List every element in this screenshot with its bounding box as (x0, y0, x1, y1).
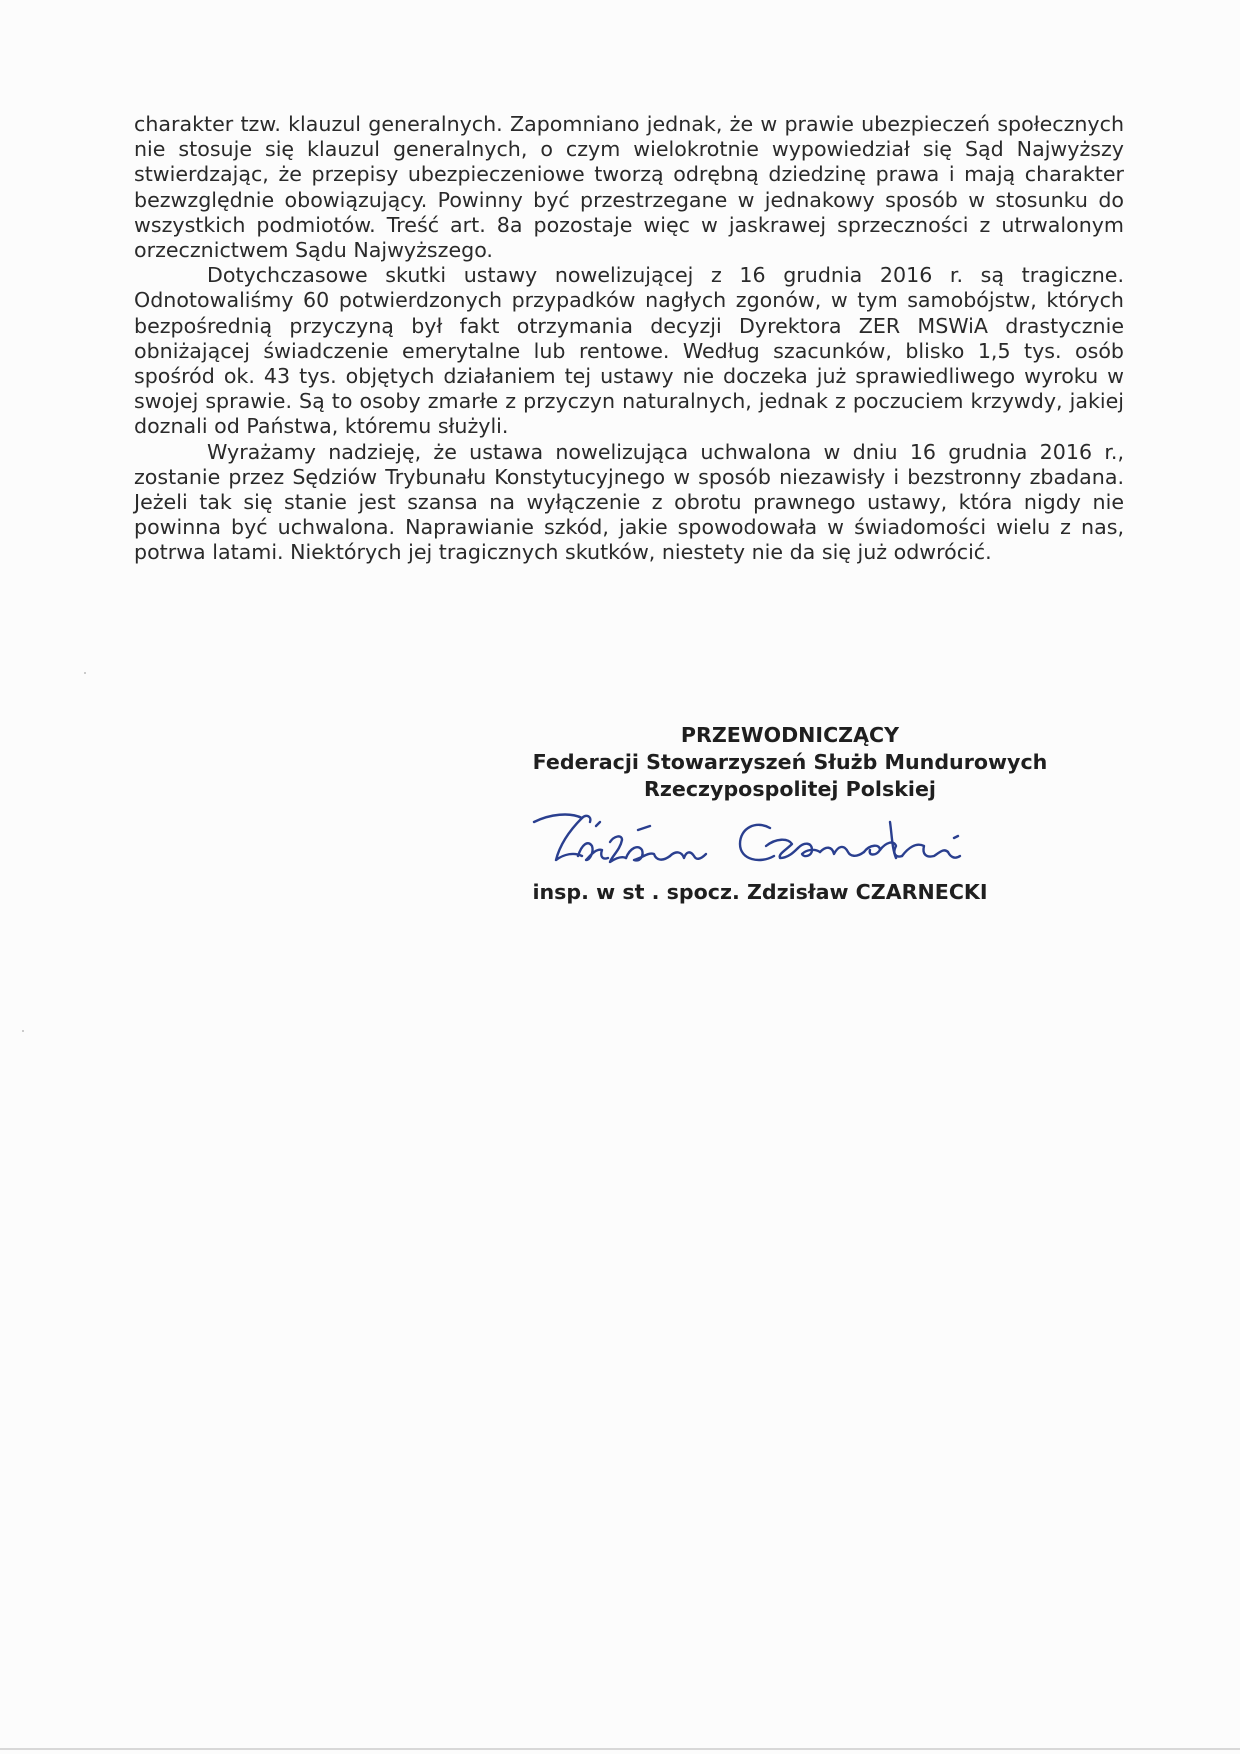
scan-speck (84, 672, 86, 674)
signature-organization-line-1: Federacji Stowarzyszeń Służb Mundurowych (532, 750, 1048, 774)
scan-edge (0, 1748, 1240, 1750)
letter-body (134, 112, 1124, 566)
scan-speck (22, 1030, 24, 1032)
handwritten-signature (530, 800, 970, 890)
signature-organization-line-2: Rzeczypospolitej Polskiej (644, 777, 936, 801)
signature-block (420, 722, 1160, 803)
paragraph-1: charakter tzw. klauzul generalnych. Zapomniano jednak, że w prawie ubezpieczeń społecznych nie stosuje się klauzul generalnych, o czym wielokrotnie wypowiedział się Sąd Najwyższy stwierdzając, że przepisy ubezpieczeniowe tworzą odrębną dziedzinę prawa i mają charakter bezwzględnie obowiązujący. Powinny być przestrzegane w jednakowy sposób w stosunku do wszystkich podmiotów. Treść art. 8a pozostaje więc w jaskrawej sprzeczności z utrwalonym orzecznictwem Sądu Najwyższego. (134, 112, 1124, 263)
signer-name: insp. w st . spocz. Zdzisław CZARNECKI (532, 880, 988, 904)
paragraph-3: Wyrażamy nadzieję, że ustawa nowelizująca uchwalona w dniu 16 grudnia 2016 r., zostanie przez Sędziów Trybunału Konstytucyjnego w sposób niezawisły i bezstronny zbadana. Jeżeli tak się stanie jest szansa na wyłączenie z obrotu prawnego ustawy, która nigdy nie powinna być uchwalona. Naprawianie szkód, jakie spowodowała w świadomości wielu z nas, potrwa latami. Niektórych jej tragicznych skutków, niestety nie da się już odwrócić. (134, 439, 1124, 565)
signature-title: PRZEWODNICZĄCY (680, 723, 900, 747)
paragraph-2: Dotychczasowe skutki ustawy nowelizującej z 16 grudnia 2016 r. są tragiczne. Odnotowaliśmy 60 potwierdzonych przypadków nagłych zgonów, w tym samobójstw, których bezpośrednią przyczyną był fakt otrzymania decyzji Dyrektora ZER MSWiA drastycznie obniżającej świadczenie emerytalne lub rentowe. Według szacunków, blisko 1,5 tys. osób spośród ok. 43 tys. objętych działaniem tej ustawy nie doczeka już sprawiedliwego wyroku w swojej sprawie. Są to osoby zmarłe z przyczyn naturalnych, jednak z poczuciem krzywdy, jakiej doznali od Państwa, któremu służyli. (134, 263, 1124, 439)
